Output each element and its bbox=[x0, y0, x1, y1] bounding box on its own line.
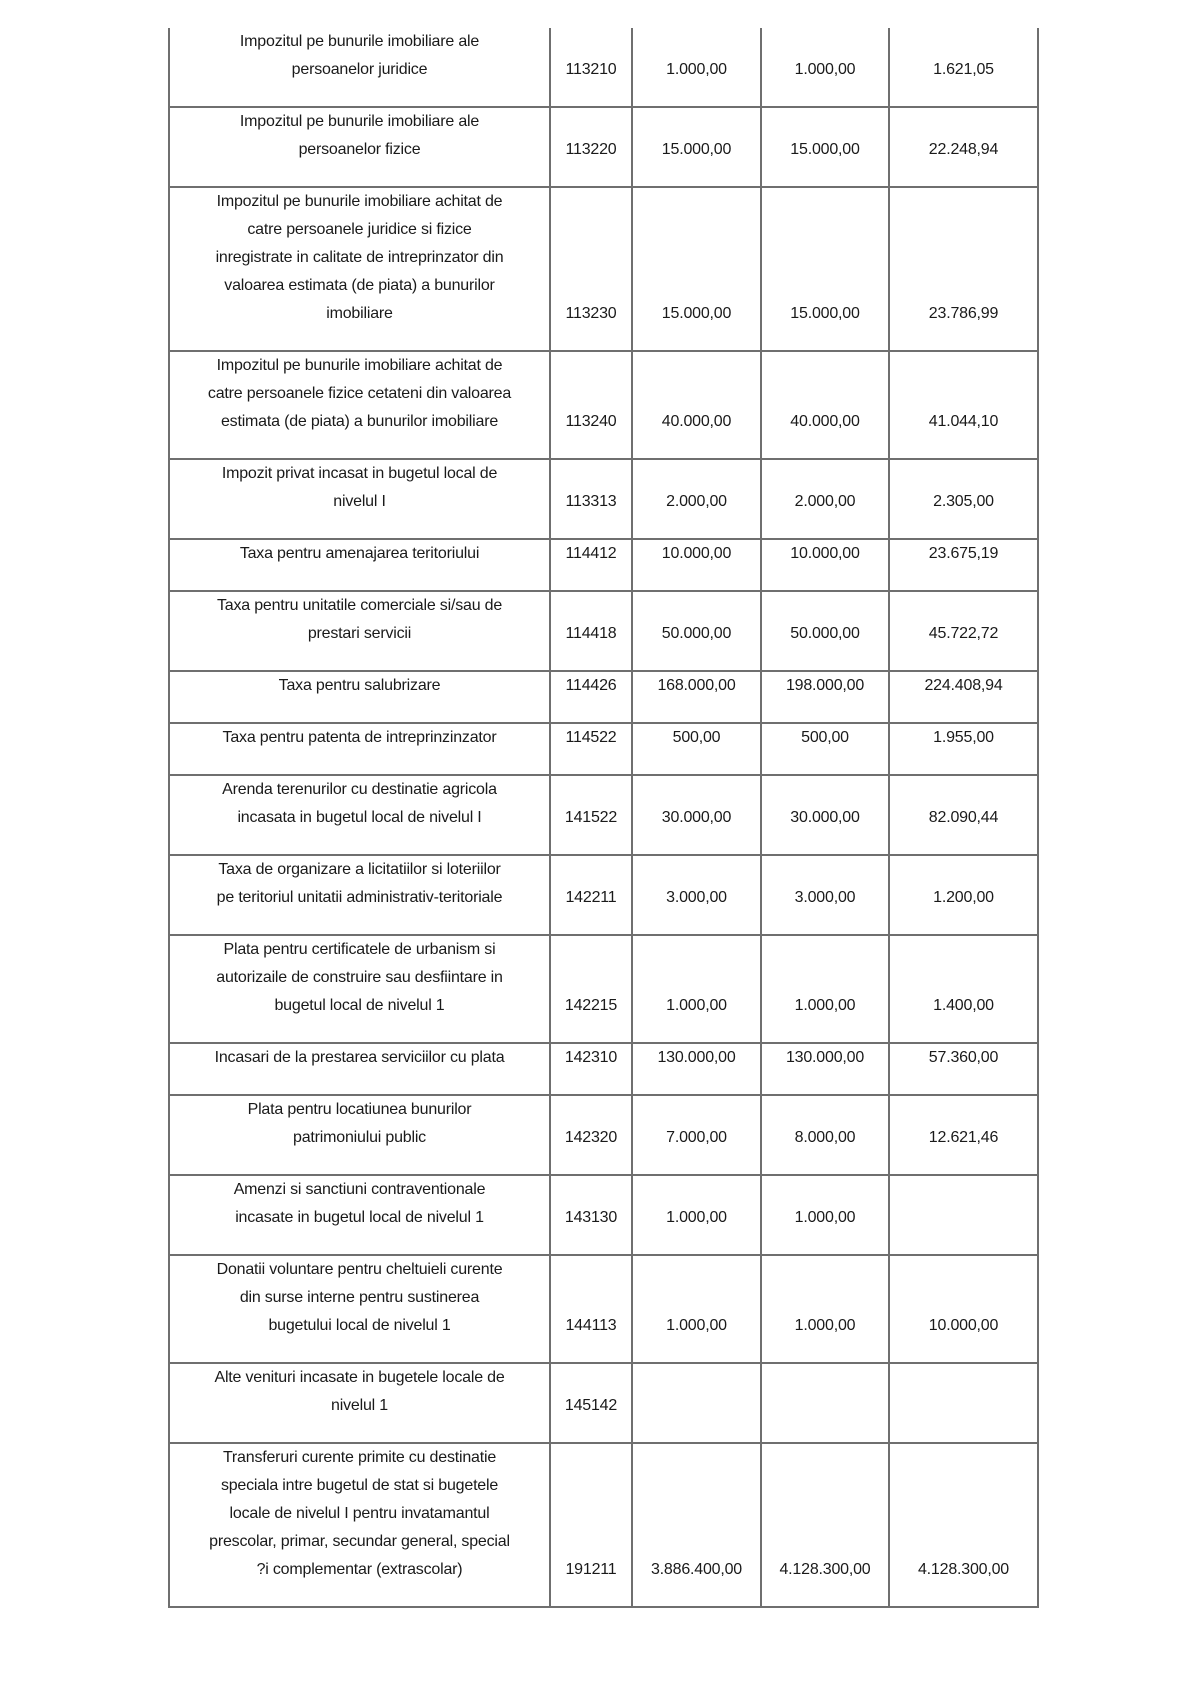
table-row bbox=[169, 723, 1038, 775]
description-line: catre persoanele fizice cetateni din valoarea bbox=[207, 385, 512, 402]
cell-description bbox=[169, 1095, 550, 1175]
table-row bbox=[169, 351, 1038, 459]
cell-executed bbox=[889, 1363, 1038, 1443]
cell-specified: 1.000,00 bbox=[761, 1175, 889, 1255]
budget-revenue-table bbox=[168, 28, 1039, 1608]
cell-executed: 82.090,44 bbox=[889, 775, 1038, 855]
description-line: bugetului local de nivelul 1 bbox=[268, 1317, 451, 1334]
cell-description bbox=[169, 855, 550, 935]
description-line: speciala intre bugetul de stat si bugetele bbox=[220, 1477, 499, 1494]
description-line: catre persoanele juridice si fizice bbox=[247, 221, 472, 238]
table-row bbox=[169, 187, 1038, 351]
cell-description bbox=[169, 351, 550, 459]
cell-approved: 500,00 bbox=[632, 723, 761, 775]
table-row bbox=[169, 28, 1038, 107]
cell-code: 191211 bbox=[550, 1443, 632, 1607]
description-line: ?i complementar (extrascolar) bbox=[256, 1561, 463, 1578]
description-line: Plata pentru certificatele de urbanism si bbox=[223, 941, 496, 958]
description-line: locale de nivelul I pentru invatamantul bbox=[229, 1505, 490, 1522]
table-row bbox=[169, 1095, 1038, 1175]
table-row bbox=[169, 1443, 1038, 1607]
cell-code: 142320 bbox=[550, 1095, 632, 1175]
table-row bbox=[169, 1175, 1038, 1255]
cell-code: 144113 bbox=[550, 1255, 632, 1363]
table-row bbox=[169, 671, 1038, 723]
cell-description bbox=[169, 539, 550, 591]
cell-specified: 2.000,00 bbox=[761, 459, 889, 539]
cell-executed bbox=[889, 1175, 1038, 1255]
cell-executed: 1.200,00 bbox=[889, 855, 1038, 935]
description-line: incasata in bugetul local de nivelul I bbox=[237, 809, 482, 826]
cell-specified bbox=[761, 1363, 889, 1443]
cell-approved: 30.000,00 bbox=[632, 775, 761, 855]
cell-description bbox=[169, 1255, 550, 1363]
cell-approved bbox=[632, 1363, 761, 1443]
cell-specified: 1.000,00 bbox=[761, 28, 889, 107]
table-row bbox=[169, 1255, 1038, 1363]
description-line: Impozitul pe bunurile imobiliare ale bbox=[239, 33, 480, 50]
description-line: bugetul local de nivelul 1 bbox=[274, 997, 445, 1014]
cell-approved: 1.000,00 bbox=[632, 1175, 761, 1255]
cell-specified: 4.128.300,00 bbox=[761, 1443, 889, 1607]
cell-executed: 2.305,00 bbox=[889, 459, 1038, 539]
description-line: Taxa pentru unitatile comerciale si/sau de bbox=[216, 597, 503, 614]
cell-approved: 3.000,00 bbox=[632, 855, 761, 935]
description-line: Alte venituri incasate in bugetele locale de bbox=[214, 1369, 505, 1386]
cell-executed: 1.955,00 bbox=[889, 723, 1038, 775]
cell-description bbox=[169, 591, 550, 671]
cell-description bbox=[169, 775, 550, 855]
cell-specified: 500,00 bbox=[761, 723, 889, 775]
description-line: persoanelor juridice bbox=[291, 61, 428, 78]
cell-specified: 15.000,00 bbox=[761, 187, 889, 351]
description-line: imobiliare bbox=[326, 305, 393, 322]
cell-code: 114412 bbox=[550, 539, 632, 591]
cell-approved: 1.000,00 bbox=[632, 28, 761, 107]
cell-description bbox=[169, 1363, 550, 1443]
cell-specified: 1.000,00 bbox=[761, 935, 889, 1043]
cell-executed: 41.044,10 bbox=[889, 351, 1038, 459]
cell-description bbox=[169, 187, 550, 351]
table-row bbox=[169, 459, 1038, 539]
cell-executed: 22.248,94 bbox=[889, 107, 1038, 187]
cell-code: 142211 bbox=[550, 855, 632, 935]
cell-approved: 50.000,00 bbox=[632, 591, 761, 671]
description-line: nivelul I bbox=[333, 493, 386, 510]
table-row bbox=[169, 107, 1038, 187]
table-row bbox=[169, 855, 1038, 935]
cell-specified: 15.000,00 bbox=[761, 107, 889, 187]
cell-code: 113220 bbox=[550, 107, 632, 187]
cell-approved: 168.000,00 bbox=[632, 671, 761, 723]
description-line: estimata (de piata) a bunurilor imobiliare bbox=[220, 413, 499, 430]
description-line: nivelul 1 bbox=[331, 1397, 388, 1414]
cell-code: 141522 bbox=[550, 775, 632, 855]
description-line: Plata pentru locatiunea bunurilor bbox=[247, 1101, 472, 1118]
cell-executed: 57.360,00 bbox=[889, 1043, 1038, 1095]
cell-approved: 3.886.400,00 bbox=[632, 1443, 761, 1607]
description-line: Arenda terenurilor cu destinatie agricola bbox=[222, 781, 497, 798]
cell-description bbox=[169, 723, 550, 775]
description-line: pe teritoriul unitatii administrativ-teritoriale bbox=[216, 889, 503, 906]
description-line: patrimoniului public bbox=[293, 1129, 426, 1146]
cell-approved: 15.000,00 bbox=[632, 187, 761, 351]
cell-code: 113210 bbox=[550, 28, 632, 107]
table-row bbox=[169, 775, 1038, 855]
cell-executed: 23.786,99 bbox=[889, 187, 1038, 351]
table-row bbox=[169, 935, 1038, 1043]
cell-code: 113230 bbox=[550, 187, 632, 351]
cell-code: 113313 bbox=[550, 459, 632, 539]
description-line: Taxa pentru salubrizare bbox=[278, 677, 441, 694]
cell-specified: 130.000,00 bbox=[761, 1043, 889, 1095]
cell-specified: 8.000,00 bbox=[761, 1095, 889, 1175]
description-line: Amenzi si sanctiuni contraventionale bbox=[233, 1181, 486, 1198]
cell-description bbox=[169, 28, 550, 107]
cell-approved: 10.000,00 bbox=[632, 539, 761, 591]
description-line: valoarea estimata (de piata) a bunurilor bbox=[224, 277, 495, 294]
cell-code: 145142 bbox=[550, 1363, 632, 1443]
cell-executed: 4.128.300,00 bbox=[889, 1443, 1038, 1607]
cell-code: 113240 bbox=[550, 351, 632, 459]
description-line: Impozitul pe bunurile imobiliare ale bbox=[239, 113, 480, 130]
cell-executed: 12.621,46 bbox=[889, 1095, 1038, 1175]
cell-executed: 1.400,00 bbox=[889, 935, 1038, 1043]
cell-description bbox=[169, 1175, 550, 1255]
description-line: din surse interne pentru sustinerea bbox=[239, 1289, 480, 1306]
description-line: Impozitul pe bunurile imobiliare achitat de bbox=[216, 357, 503, 374]
cell-specified: 10.000,00 bbox=[761, 539, 889, 591]
cell-executed: 10.000,00 bbox=[889, 1255, 1038, 1363]
cell-specified: 40.000,00 bbox=[761, 351, 889, 459]
cell-approved: 15.000,00 bbox=[632, 107, 761, 187]
description-line: Taxa pentru amenajarea teritoriului bbox=[239, 545, 480, 562]
cell-approved: 1.000,00 bbox=[632, 935, 761, 1043]
description-line: inregistrate in calitate de intreprinzator din bbox=[215, 249, 504, 266]
cell-approved: 2.000,00 bbox=[632, 459, 761, 539]
cell-approved: 130.000,00 bbox=[632, 1043, 761, 1095]
cell-specified: 30.000,00 bbox=[761, 775, 889, 855]
description-line: Impozitul pe bunurile imobiliare achitat de bbox=[216, 193, 503, 210]
cell-executed: 45.722,72 bbox=[889, 591, 1038, 671]
table-row bbox=[169, 539, 1038, 591]
description-line: prestari servicii bbox=[307, 625, 412, 642]
cell-code: 114522 bbox=[550, 723, 632, 775]
description-line: Transferuri curente primite cu destinatie bbox=[222, 1449, 497, 1466]
cell-approved: 40.000,00 bbox=[632, 351, 761, 459]
cell-executed: 23.675,19 bbox=[889, 539, 1038, 591]
description-line: Taxa pentru patenta de intreprinzinzator bbox=[222, 729, 497, 746]
cell-code: 114418 bbox=[550, 591, 632, 671]
table-row bbox=[169, 1363, 1038, 1443]
cell-description bbox=[169, 459, 550, 539]
cell-specified: 50.000,00 bbox=[761, 591, 889, 671]
cell-code: 142215 bbox=[550, 935, 632, 1043]
cell-specified: 3.000,00 bbox=[761, 855, 889, 935]
description-line: Incasari de la prestarea serviciilor cu plata bbox=[214, 1049, 505, 1066]
cell-code: 142310 bbox=[550, 1043, 632, 1095]
cell-description bbox=[169, 935, 550, 1043]
table-row bbox=[169, 1043, 1038, 1095]
description-line: autorizaile de construire sau desfiintare in bbox=[216, 969, 503, 986]
description-line: Taxa de organizare a licitatiilor si loteriilor bbox=[218, 861, 501, 878]
description-line: persoanelor fizice bbox=[298, 141, 421, 158]
cell-description bbox=[169, 1043, 550, 1095]
description-line: Impozit privat incasat in bugetul local de bbox=[221, 465, 498, 482]
table-body bbox=[169, 28, 1038, 1607]
description-line: Donatii voluntare pentru cheltuieli curente bbox=[216, 1261, 503, 1278]
cell-approved: 1.000,00 bbox=[632, 1255, 761, 1363]
description-line: incasate in bugetul local de nivelul 1 bbox=[235, 1209, 484, 1226]
cell-specified: 1.000,00 bbox=[761, 1255, 889, 1363]
cell-executed: 1.621,05 bbox=[889, 28, 1038, 107]
cell-approved: 7.000,00 bbox=[632, 1095, 761, 1175]
cell-executed: 224.408,94 bbox=[889, 671, 1038, 723]
cell-description bbox=[169, 671, 550, 723]
cell-description bbox=[169, 107, 550, 187]
cell-specified: 198.000,00 bbox=[761, 671, 889, 723]
cell-description bbox=[169, 1443, 550, 1607]
cell-code: 114426 bbox=[550, 671, 632, 723]
description-line: prescolar, primar, secundar general, special bbox=[209, 1533, 510, 1550]
table-row bbox=[169, 591, 1038, 671]
cell-code: 143130 bbox=[550, 1175, 632, 1255]
